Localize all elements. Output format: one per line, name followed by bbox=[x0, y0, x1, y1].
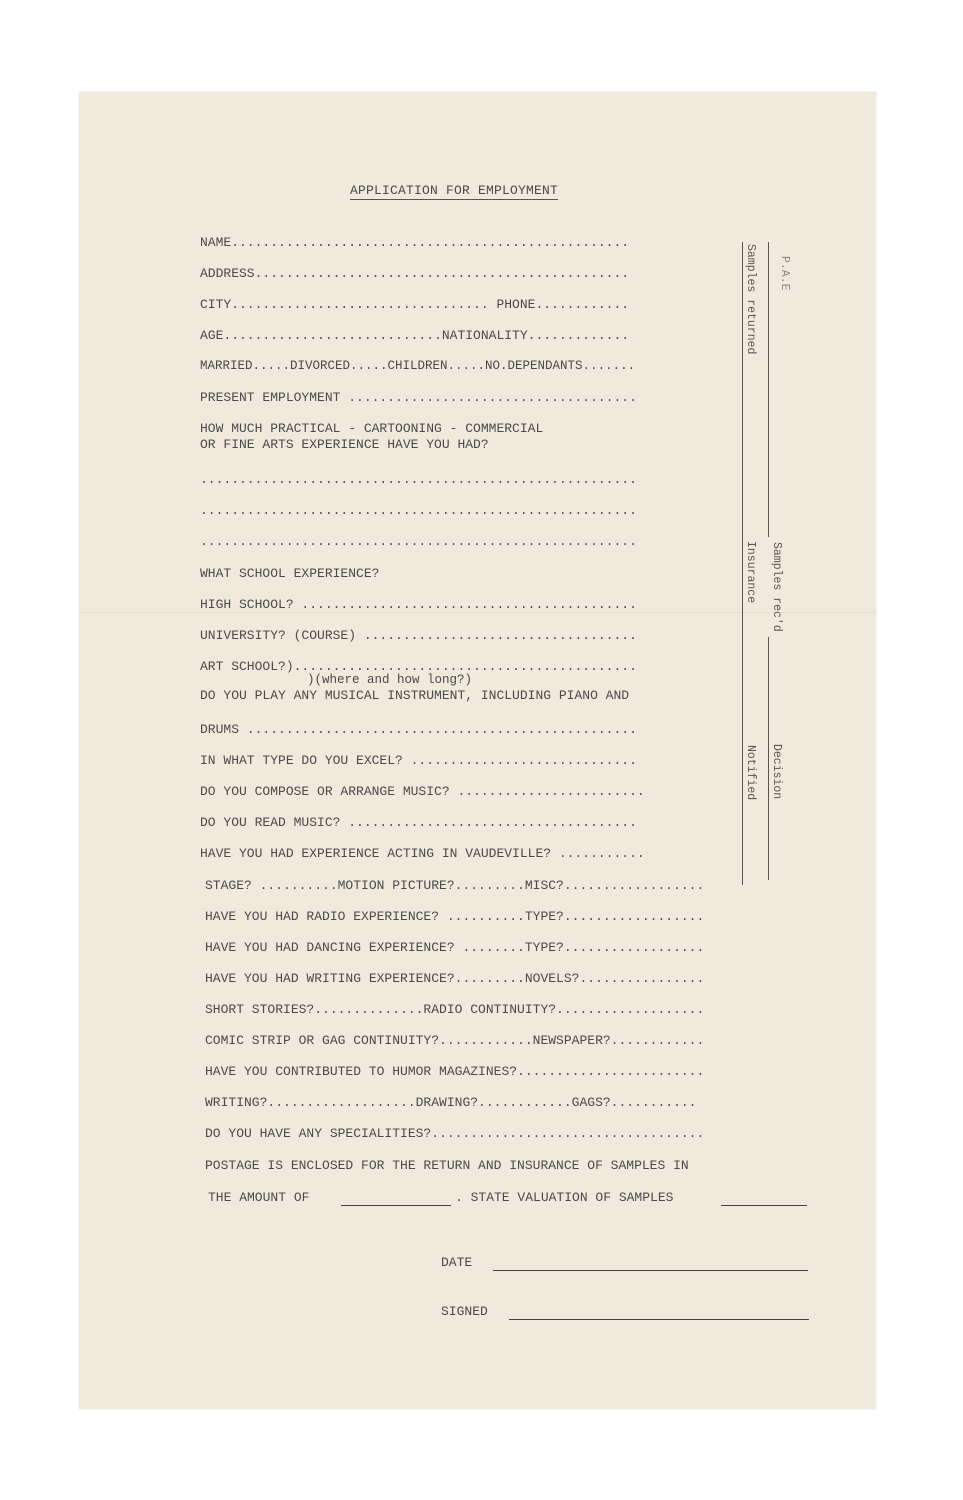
name-line: NAME................................................... bbox=[200, 235, 630, 250]
stage-motion-picture-line: STAGE? ..........MOTION PICTURE?.........MISC?.................. bbox=[205, 878, 705, 893]
art-school-line: ART SCHOOL?)............................................ bbox=[200, 659, 637, 674]
city-phone-line: CITY................................. PHONE............ bbox=[200, 297, 630, 312]
compose-music-line: DO YOU COMPOSE OR ARRANGE MUSIC? ........................ bbox=[200, 784, 645, 799]
valuation-blank bbox=[721, 1205, 807, 1206]
humor-magazines-line: HAVE YOU CONTRIBUTED TO HUMOR MAGAZINES?........................ bbox=[205, 1064, 705, 1079]
amount-label: THE AMOUNT OF bbox=[208, 1190, 310, 1205]
answer-dots-1: ........................................................ bbox=[200, 472, 637, 487]
date-label: DATE bbox=[441, 1255, 473, 1270]
signature-blank bbox=[509, 1319, 809, 1320]
high-school-line: HIGH SCHOOL? ........................................... bbox=[200, 597, 637, 612]
drums-line: DRUMS .................................................. bbox=[200, 722, 637, 737]
age-nationality-line: AGE............................NATIONALITY............. bbox=[200, 328, 630, 343]
practical-experience-question-2: OR FINE ARTS EXPERIENCE HAVE YOU HAD? bbox=[200, 437, 489, 452]
comic-strip-line: COMIC STRIP OR GAG CONTINUITY?............NEWSPAPER?............ bbox=[205, 1033, 705, 1048]
school-experience-heading: WHAT SCHOOL EXPERIENCE? bbox=[200, 566, 380, 581]
dancing-experience-line: HAVE YOU HAD DANCING EXPERIENCE? ........TYPE?.................. bbox=[205, 940, 705, 955]
decision-label: Decision bbox=[770, 744, 783, 800]
writing-drawing-gags-line: WRITING?...................DRAWING?............GAGS?........... bbox=[205, 1095, 697, 1110]
answer-dots-2: ........................................................ bbox=[200, 503, 637, 518]
samples-returned-label: Samples returned bbox=[744, 244, 757, 355]
read-music-line: DO YOU READ MUSIC? ..................................... bbox=[200, 815, 637, 830]
insurance-label: Insurance bbox=[744, 541, 757, 604]
valuation-label: . STATE VALUATION OF SAMPLES bbox=[455, 1190, 674, 1205]
faint-initials: P.A.E bbox=[778, 256, 791, 291]
answer-dots-3: ........................................................ bbox=[200, 534, 637, 549]
excel-type-line: IN WHAT TYPE DO YOU EXCEL? ............................. bbox=[200, 753, 637, 768]
notified-label: Notified bbox=[744, 745, 757, 801]
date-blank bbox=[493, 1270, 808, 1271]
musical-instrument-question: DO YOU PLAY ANY MUSICAL INSTRUMENT, INCLUDING PIANO AND bbox=[200, 688, 630, 703]
marital-status-line: MARRIED.....DIVORCED.....CHILDREN.....NO.DEPENDANTS....... bbox=[200, 359, 636, 373]
form-title: APPLICATION FOR EMPLOYMENT bbox=[350, 183, 559, 198]
office-rule-right-bottom bbox=[768, 637, 769, 880]
specialities-line: DO YOU HAVE ANY SPECIALITIES?................................... bbox=[205, 1126, 705, 1141]
postage-statement: POSTAGE IS ENCLOSED FOR THE RETURN AND INSURANCE OF SAMPLES IN bbox=[205, 1158, 689, 1173]
university-line: UNIVERSITY? (COURSE) ................................... bbox=[200, 628, 637, 643]
address-line: ADDRESS................................................ bbox=[200, 266, 630, 281]
samples-received-label: Samples rec'd bbox=[770, 542, 783, 632]
short-stories-line: SHORT STORIES?..............RADIO CONTINUITY?................... bbox=[205, 1002, 705, 1017]
practical-experience-question: HOW MUCH PRACTICAL - CARTOONING - COMMERCIAL bbox=[200, 421, 544, 436]
form-paper bbox=[79, 92, 876, 1409]
office-rule-left bbox=[742, 242, 743, 885]
amount-blank bbox=[341, 1205, 451, 1206]
radio-experience-line: HAVE YOU HAD RADIO EXPERIENCE? ..........TYPE?.................. bbox=[205, 909, 705, 924]
present-employment-line: PRESENT EMPLOYMENT ..................................... bbox=[200, 390, 637, 405]
vaudeville-line: HAVE YOU HAD EXPERIENCE ACTING IN VAUDEVILLE? ........... bbox=[200, 846, 645, 861]
where-how-long-note: )(where and how long?) bbox=[307, 673, 473, 687]
office-rule-right-top bbox=[768, 242, 769, 537]
writing-experience-line: HAVE YOU HAD WRITING EXPERIENCE?.........NOVELS?................ bbox=[205, 971, 705, 986]
signed-label: SIGNED bbox=[441, 1304, 488, 1319]
